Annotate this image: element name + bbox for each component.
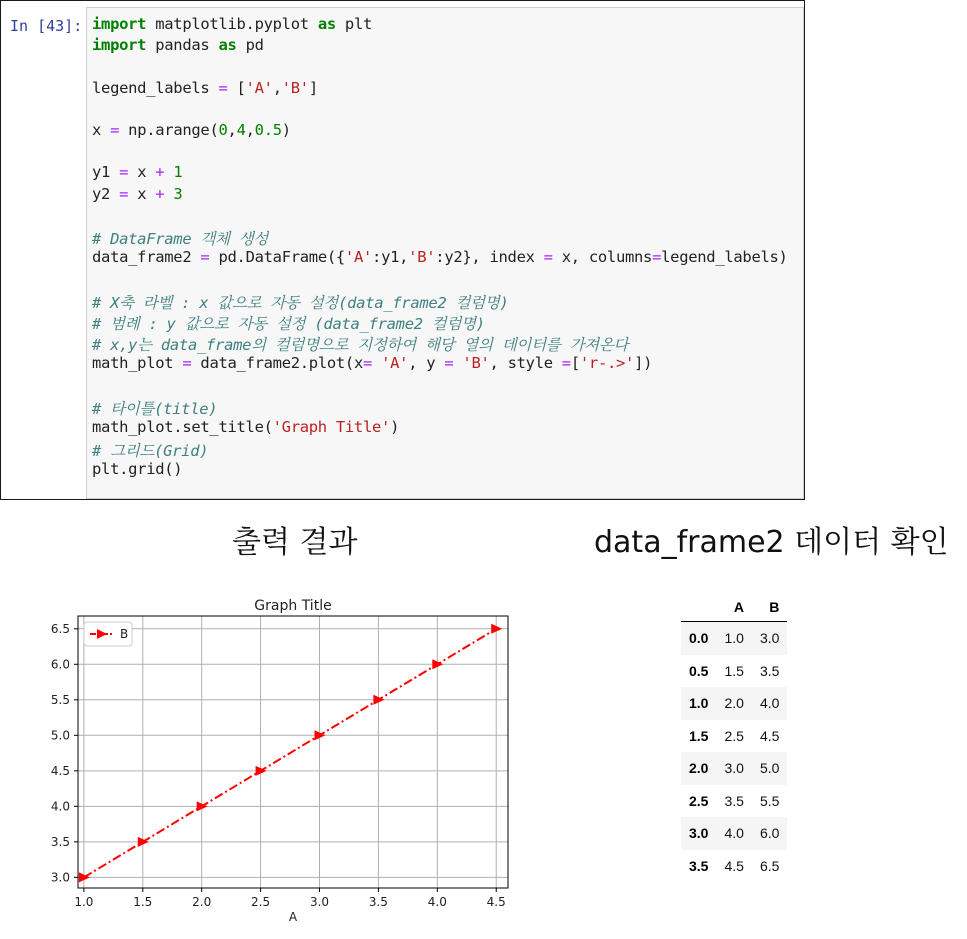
column-header	[681, 592, 716, 622]
x-tick-label: 1.5	[133, 895, 153, 909]
code-token: math_plot	[92, 354, 183, 373]
dataframe-header	[681, 592, 787, 622]
table-cell: 3.0	[724, 760, 744, 777]
code-token: legend_labels	[92, 78, 219, 97]
code-token: y2	[92, 184, 120, 203]
code-token: x, columns	[552, 248, 653, 267]
code-token: legend_labels)	[661, 248, 788, 267]
code-token: =	[543, 248, 553, 267]
table-row	[681, 655, 787, 688]
column-header: B	[769, 598, 780, 615]
table-cell: 4.5	[759, 727, 780, 744]
row-index: 2.5	[689, 792, 709, 809]
code-token: =	[200, 248, 210, 267]
table-cell: 3.0	[759, 630, 780, 647]
code-token: 'Graph Title'	[272, 417, 391, 436]
table-row	[681, 785, 787, 818]
code-token: # 범례 : y 값으로 자동 설정 (data_frame2 컬럼명)	[92, 314, 485, 333]
code-token: as	[317, 15, 336, 33]
code-line	[92, 354, 652, 372]
y-tick-label: 3.0	[50, 870, 70, 885]
x-tick-label: 2.5	[251, 895, 271, 909]
code-token: y1	[92, 163, 120, 182]
code-token: =	[362, 354, 373, 373]
code-line	[92, 418, 399, 436]
code-token: 'B'	[462, 354, 490, 373]
table-cell: 5.0	[759, 760, 780, 777]
code-line	[92, 460, 182, 478]
y-tick-label: 6.5	[50, 621, 70, 636]
code-line	[92, 36, 264, 54]
row-index: 2.0	[689, 760, 709, 777]
table-cell: 1.0	[724, 630, 744, 647]
y-tick-label: 5.5	[50, 692, 70, 707]
code-token: 0	[218, 121, 228, 139]
dataframe-table	[681, 592, 787, 882]
code-token: 'B'	[281, 78, 309, 97]
code-token: =	[218, 78, 228, 97]
code-token: # DataFrame 객체 생성	[92, 230, 269, 248]
row-index: 3.5	[689, 857, 709, 874]
table-row	[681, 817, 787, 850]
table-row	[681, 687, 787, 720]
y-tick-label: 6.0	[50, 657, 70, 672]
code-line	[92, 312, 485, 334]
y-tick-label: 3.5	[50, 834, 70, 849]
x-tick-label: 1.0	[74, 895, 94, 909]
code-token: 'A'	[344, 248, 373, 267]
table-cell: 2.5	[724, 727, 744, 744]
table-cell: 2.0	[724, 695, 744, 712]
code-token: pd	[236, 36, 264, 55]
code-line	[92, 248, 788, 266]
code-token: # 그리드(Grid)	[92, 442, 209, 460]
row-index: 0.0	[689, 630, 709, 647]
code-line	[92, 227, 268, 249]
code-token: 1	[173, 163, 183, 182]
code-token	[164, 163, 173, 181]
code-token: # X축 라벨 : x 값으로 자동 설정(data_frame2 컬럼명)	[92, 293, 509, 312]
code-token: 0.5	[254, 121, 282, 139]
code-token: ,	[272, 78, 282, 97]
code-token: 'A'	[381, 354, 409, 373]
code-token: ,	[227, 121, 237, 139]
x-tick-label: 3.5	[368, 895, 388, 909]
code-token: pd.DataFrame({	[209, 248, 345, 267]
code-token: # 타이틀(title)	[92, 399, 218, 418]
table-cell: 4.5	[724, 857, 744, 874]
table-cell: 3.5	[724, 792, 744, 809]
code-token: np.arange(	[119, 121, 219, 139]
code-token: # x,y는 data_frame의 컬럼명으로 지정하여 해당 열의 데이터를 가져온다	[92, 336, 629, 354]
cell-prompt: In [43]:	[10, 17, 83, 35]
code-token: =	[652, 248, 662, 267]
code-token: plt	[335, 15, 373, 33]
code-token: data_frame2	[92, 248, 201, 267]
code-token: =	[182, 354, 192, 373]
code-token: :y1,	[372, 248, 409, 267]
code-token: +	[155, 184, 165, 203]
table-cell: 3.5	[759, 662, 780, 679]
table-cell: 4.0	[759, 695, 780, 712]
table-row	[681, 720, 787, 753]
code-line	[92, 291, 509, 313]
code-token: 'A'	[245, 78, 273, 97]
code-token	[372, 354, 381, 372]
table-cell: 4.0	[724, 825, 744, 842]
code-token: x	[128, 163, 156, 182]
x-axis-label: A	[288, 910, 298, 924]
code-token: import	[92, 15, 147, 33]
code-token: x	[128, 184, 156, 203]
code-token: 4	[236, 121, 246, 139]
code-token	[164, 185, 173, 203]
code-token: ])	[634, 354, 653, 373]
code-token: pandas	[146, 36, 219, 55]
code-token: =	[561, 354, 571, 373]
table-cell: 1.5	[724, 662, 744, 679]
row-index: 1.0	[689, 695, 709, 712]
table-cell: 6.0	[759, 825, 780, 842]
x-tick-label: 4.5	[486, 895, 506, 909]
code-token: x	[92, 121, 111, 139]
code-token: 'r-.>'	[579, 354, 635, 373]
code-line	[92, 79, 318, 97]
x-tick-label: 2.0	[192, 895, 212, 909]
row-index: 3.0	[689, 825, 709, 842]
code-token: , y	[408, 354, 445, 373]
code-token: plt.grid()	[92, 460, 183, 479]
table-cell: 6.5	[759, 857, 780, 874]
code-line	[92, 121, 291, 139]
row-index: 1.5	[689, 727, 709, 744]
code-line	[92, 439, 208, 461]
code-token: matplotlib.pyplot	[146, 15, 318, 33]
row-index: 0.5	[689, 662, 709, 679]
y-tick-label: 5.0	[50, 728, 70, 743]
code-line	[92, 163, 182, 181]
table-cell: 5.5	[759, 792, 780, 809]
code-token: )	[281, 121, 291, 139]
code-token: math_plot.set_title(	[92, 417, 273, 436]
column-header: A	[733, 598, 744, 615]
code-token: 3	[173, 184, 183, 203]
code-token: import	[92, 36, 147, 55]
code-token: [	[570, 354, 580, 373]
table-row	[681, 752, 787, 785]
code-token: :y2}, index	[435, 248, 544, 267]
code-line	[92, 397, 217, 419]
code-line	[92, 185, 182, 203]
code-token: =	[119, 184, 129, 203]
code-token: as	[218, 36, 237, 55]
y-tick-label: 4.5	[50, 763, 70, 778]
output-caption: 출력 결과	[232, 525, 358, 560]
code-token: 'B'	[408, 248, 436, 267]
code-token: , style	[489, 354, 562, 373]
code-token: )	[390, 417, 400, 436]
code-token: =	[444, 354, 454, 373]
code-token: [	[227, 78, 246, 97]
code-line	[92, 15, 372, 33]
legend-label: B	[120, 627, 129, 641]
code-line	[92, 333, 628, 355]
code-token: +	[155, 163, 165, 182]
x-tick-label: 4.0	[427, 895, 447, 909]
line-chart	[30, 590, 550, 935]
code-token: =	[119, 163, 129, 182]
chart-title: Graph Title	[254, 598, 332, 614]
x-tick-label: 3.0	[309, 895, 330, 909]
code-token: ]	[308, 78, 318, 97]
y-tick-label: 4.0	[50, 799, 70, 814]
dataframe-caption: data_frame2 데이터 확인	[594, 525, 949, 560]
table-row	[681, 850, 787, 883]
table-row	[681, 622, 787, 655]
code-token: ,	[245, 121, 255, 139]
code-token: =	[110, 121, 120, 139]
code-token: data_frame2.plot(x	[191, 354, 363, 373]
